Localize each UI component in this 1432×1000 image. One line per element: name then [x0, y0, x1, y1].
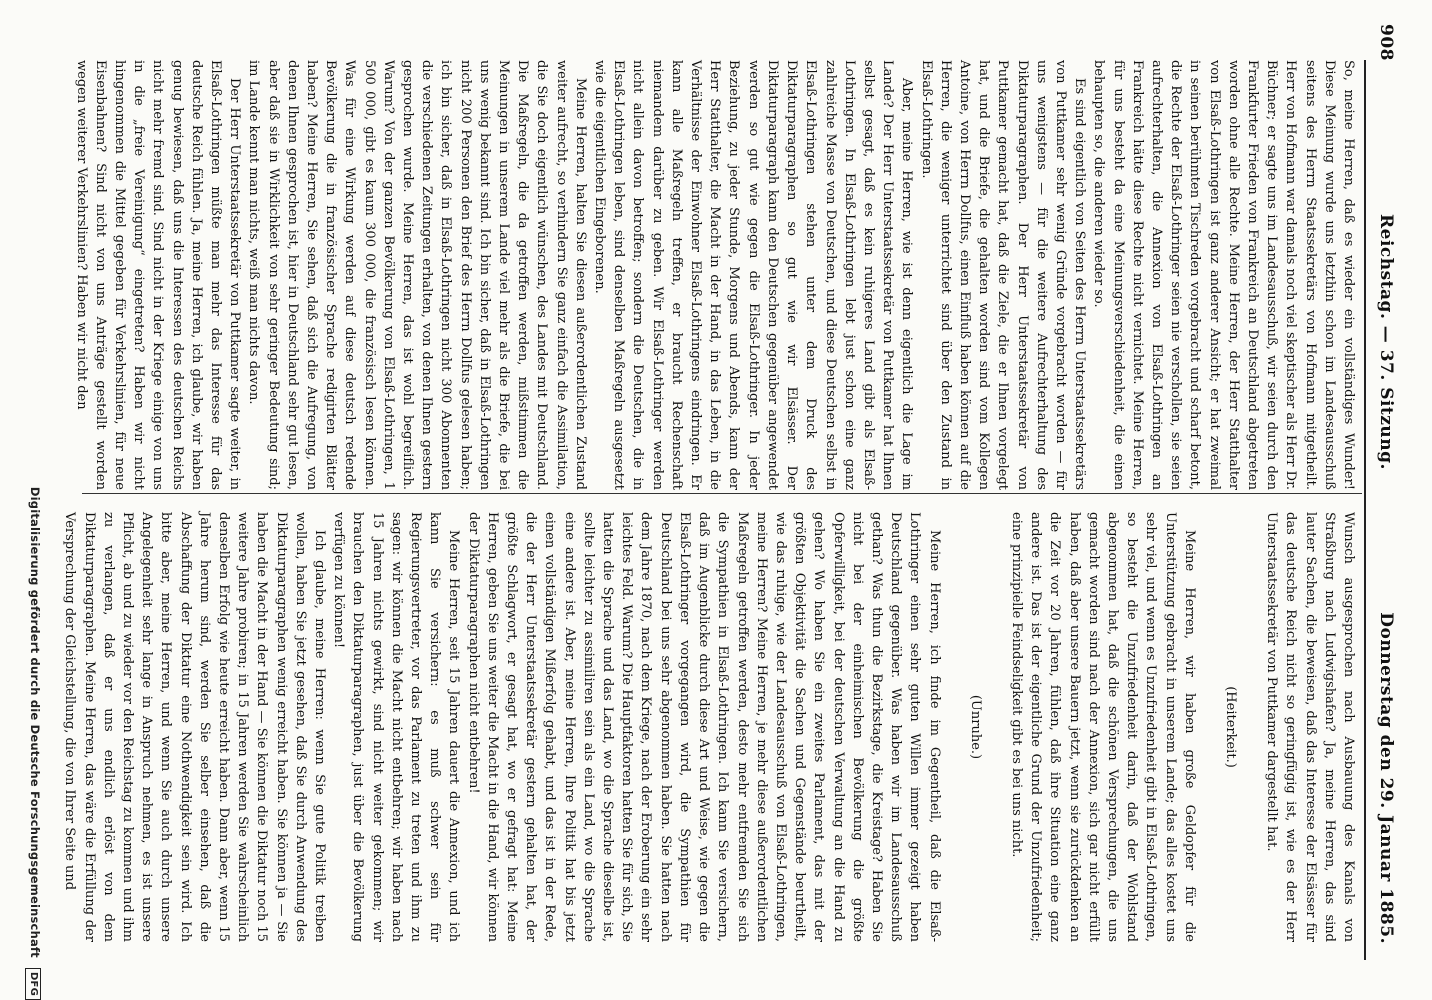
paragraph: Der Herr Unterstaatssekretär von Puttkamer sagte weiter, in Elsaß-Lothringen müßte man mehr das Interesse für das deutsche Reich fühlen. Ja, meine Herren, ich glaube, wir haben genug bewiesen, daß uns die Interessen des deutschen Reichs nicht mehr fremd sind. Sind nicht in der Kriege einige von uns in die „freie Vereinigung“ eingetreten? Haben wir nicht hingenommen die Mittel gegeben für Verkehrslinien, für neue Eisenbahnen? Sind nicht von uns Anträge gestellt worden wegen weiterer Verkehrslinien? Haben wir nicht den — [73, 60, 243, 490]
remark-laughter: (Heiterkeit.) — [1222, 686, 1238, 768]
credit-text: Digitalisierung gefördert durch die Deutsche Forschungsgemeinschaft — [28, 486, 42, 958]
page-header — [1370, 24, 1396, 944]
left-column — [71, 60, 1358, 490]
dfg-logo: DFG — [25, 968, 41, 1000]
paragraph: Aber, meine Herren, wie ist denn eigentlich die Lage im Lande? Der Herr Unterstaatssekretär von Puttkamer hat Ihnen selbst gesagt, daß es kein ruhigeres Land gibt als Elsaß-Lothringen. In Elsaß-Lothringen lebt just schon eine ganz zahlreiche Masse von Deutschen, und diese Deutschen selbst in Elsaß-Lothringen stehen unter dem Druck des Diktaturparagraphen so gut wie wir Elsässer. Der Diktaturparagraph kann den Deutschen gegenüber angewendet werden so gut wie gegen die Elsaß-Lothringer. In jeder Beziehung, zu jeder Stunde, Morgens und Abends, kann der Herr Statthalter, die Macht in der Hand, in das Leben, in die Verhältnisse der Einwohner Elsaß-Lothringens eindringen. Er kann alle Maßregeln treffen, er braucht Rechenschaft niemandem darüber zu geben. Wir Elsaß-Lothringer werden nicht allein davon betroffen; sondern die Deutschen, die in Elsaß-Lothringen leben, sind denselben Maßregeln ausgesetzt wie die eigentlichen Eingeborenen. — [592, 60, 915, 490]
paragraph: So, meine Herren, daß es wieder ein vollständiges Wunder! Diese Meinung wurde uns letzthin schon im Landesausschuß seitens des Herrn Staatssekretärs von Hofmann mitgetheilt. Herr von Hofmann war damals noch viel skeptischer als Herr Dr. Büchner; er sagte uns im Landesausschuß, wir seien durch den Frankfurter Frieden von Frankreich an Deutschland abgetreten worden ohne alle Rechte. Meine Herren, der Herr Statthalter von Elsaß-Lothringen ist ganz anderer Ansicht; er hat zweimal in seinen berühmten Tischreden vorgebracht und scharf betont, die Rechte der Elsaß-Lothringer seien nie verschollen, sie seien aufrechterhalten, die Annexion von Elsaß-Lothringen an Frankreich hätte diese Rechte nicht vernichtet. Meine Herren, für uns besteht da eine Meinungsverschiedenheit, die einen behaupten so, die anderen wieder so. — [1091, 60, 1356, 490]
page-number: 908 — [1376, 24, 1396, 61]
digitization-credit — [18, 0, 42, 1000]
paragraph: Meine Herren, seit 15 Jahren dauert die Annexion, und ich kann Sie versichern: es muß schwer sein für Regierungsvertreter, vor das Parlament zu treten und ihm zu sagen: wir können die Macht nicht entbehren; wir haben nach 15 Jahren nichts gewirkt, sind nicht weiter gekommen; wir brauchen den Diktaturparagraphen, just über die Bevölkerung verfügen zu können! — [331, 512, 462, 942]
paragraph: Es sind eigentlich von Seiten des Herrn Unterstaatssekretärs von Puttkamer sehr wenig Gründe vorgebracht worden — für uns wenigstens — für die weitere Aufrechterhaltung des Diktaturparagraphen. Der Herr Unterstaatssekretär von Puttkamer gemacht hat, daß die Ziele, die er Ihnen vorgelegt hat, und die Briefe, die gehalten worden sind vom Kollegen Antoine, von Herrn Dollfus, einen Einfluß haben können auf die Herren, die weniger unterrichtet sind über den Zustand in Elsaß-Lothringen. — [918, 60, 1088, 490]
session-date: Donnerstag den 29. Januar 1885. — [1376, 612, 1396, 944]
paragraph: Meine Herren, wir haben große Geldopfer für die Unterstützung gebracht in unserem Lande; das alles kostet uns sehr viel, und wenn es Unzufriedenheit gibt in Elsaß-Lothringen, so besteht die Unzufriedenheit darin, daß der Wohlstand abgenommen hat, daß die schönen Versprechungen, die uns gemacht worden sind nach der Annexion, sich gar nicht erfüllt haben, daß aber unsere Bauern jetzt, wenn sie zurückdenken an die Zeit vor 20 Jahren, fühlen, daß ihre Situation eine ganz andere ist. Das ist der eigentliche Grund der Unzufriedenheit; eine prinzipielle Feindseligkeit gibt es bei uns nicht. — [1008, 512, 1197, 942]
remark-unrest: (Unruhe.) — [967, 694, 983, 760]
paragraph: Meine Herren, ich finde im Gegentheil, daß die Elsaß-Lothringer einen sehr guten Willen immer gezeigt haben Deutschland gegenüber. Was haben wir im Landesausschuß gethan? Was thun die Bezirkstage, die Kreistage? Haben Sie nicht bei der einheimischen Bevölkerung die größte Opferwilligkeit, bei der deutschen Verwaltung an die Hand zu gehen? Wo haben Sie ein zweites Parlament, das mit der größten Objektivität die Sachen und Gegenstände beurtheilt, wie das ruhige, wie der Landesausschuß von Elsaß-Lothringen, meine Herren? Meine Herren, je mehr diese außerordentlichen Maßregeln getroffen werden, desto mehr entfremden Sie sich die Sympathien in Elsaß-Lothringen. Ich kann Sie versichern, daß im Augenblicke durch diese Art und Weise, wie gegen die Elsaß-Lothringer vorgegangen wird, die Sympathien für Deutschland bei uns sehr abgenommen haben. Sie hatten nach dem Jahre 1870, nach dem Kriege, nach der Eroberung ein sehr leichtes Feld. Warum? Die Hauptfaktoren hatten Sie für sich, Sie hatten die Sprache und das Land, wo die Sprache dieselbe ist, sollte leichter zu assimiliren sein als ein Land, wo die Sprache eine andere ist. Aber, meine Herren, Ihre Politik hat bis jetzt einen vollständigen Mißerfolg gehabt, und das ist in der Rede, die der Herr Unterstaatssekretär gestern gehalten hat, der größte Schlagwort, er gesagt hat, wo er gefragt hat: Meine Herren, geben Sie uns weiter die Macht in die Hand, wir können der Diktaturparagraphen nicht entbehren! — [465, 512, 942, 942]
paragraph: Meine Herren, halten Sie diesen außerordentlichen Zustand weiter aufrecht, so verhindern Sie ganz einfach die Assimilation, die Sie doch eigentlich wünschen, des Landes mit Deutschland. Die Maßregeln, die da getroffen werden, mißstimmen die Meinungen in unserem Lande viel mehr als die Briefe, die bei uns wenig bekannt sind. Ich bin sicher, daß in Elsaß-Lothringen nicht 200 Personen den Brief des Herrn Dollfus gelesen haben; ich bin sicher, daß in Elsaß-Lothringen nicht 300 Abonnenten die verschiedenen Zeitungen erhalten, von denen Ihnen gestern gesprochen wurde. Meine Herren, das ist wohl begreiflich. Warum? Von der ganzen Bevölkerung von Elsaß-Lothringen, 1 500 000, gibt es kaum 300 000, die französisch lesen können. Was für eine Wirkung werden auf diese deutsch redende Bevölkerung die in französischer Sprache redigirten Blätter haben? Meine Herren, Sie sehen, daß sich die Aufregung, von denen Ihnen gesprochen ist, hier in Deutschland sehr gut lesen, aber daß sie in Wirklichkeit von sehr geringer Bedeutung sind; im Lande kennt man nichts, weiß man nichts davon. — [246, 60, 588, 490]
right-column — [60, 512, 1358, 942]
paragraph: Ich glaube, meine Herren: wenn Sie gute Politik treiben wollen, haben Sie jetzt gesehen, daß Sie durch Anwendung des Diktaturparagraphen wenig erreicht haben. Sie können ja — Sie haben die Macht in der Hand — Sie können die Diktatur noch 15 weitere Jahre probiren; in 15 Jahren werden Sie wahrscheinlich denselben Erfolg wie heute erreicht haben. Dann aber, wenn 15 Jahre herum sind, werden Sie selber einsehen, daß die Abschaffung der Diktatur eine Nothwendigkeit sein wird. Ich bitte aber, meine Herren, und wenn Sie auch durch unsere Angelegenheit sehr lange in Anspruch nehmen, es ist unsere Pflicht, ab und zu wieder vor den Reichstag zu kommen und ihm zu verlangen, daß er uns endlich erlöst von dem Diktaturparagraphen. Meine Herren, das wäre die Erfüllung der Versprechung der Gleichstellung, die von Ihrer Seite und — [62, 512, 328, 942]
column-divider — [82, 493, 1362, 494]
session-title: Reichstag. — 37. Sitzung. — [1376, 214, 1396, 470]
header-rule — [1364, 60, 1366, 960]
paragraph: Wunsch ausgesprochen nach Ausbauung des Kanals von Straßburg nach Ludwigshafen? Ja, meine Herren, das sind lauter Sachen, die beweisen, daß das Interesse der Elsässer für das deutsche Reich nicht so geringfügig ist, wie es der Herr Unterstaatssekretär von Puttkamer dargestellt hat. — [1264, 512, 1356, 942]
